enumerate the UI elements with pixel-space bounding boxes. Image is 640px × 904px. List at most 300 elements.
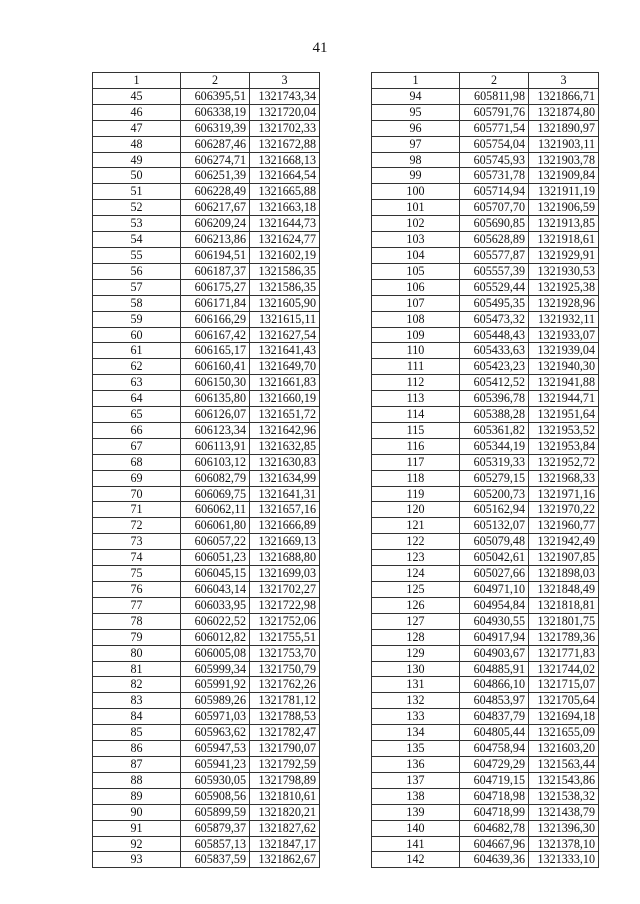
point-number-cell: 84 (93, 709, 181, 725)
y-coordinate-cell: 1321970,22 (529, 502, 599, 518)
y-coordinate-cell: 1321744,02 (529, 661, 599, 677)
y-coordinate-cell: 1321790,07 (250, 741, 320, 757)
x-coordinate-cell: 606187,37 (181, 263, 250, 279)
y-coordinate-cell: 1321951,64 (529, 407, 599, 423)
y-coordinate-cell: 1321688,80 (250, 550, 320, 566)
point-number-cell: 73 (93, 534, 181, 550)
y-coordinate-cell: 1321929,91 (529, 247, 599, 263)
point-number-cell: 46 (93, 104, 181, 120)
y-coordinate-cell: 1321702,27 (250, 582, 320, 598)
x-coordinate-cell: 606082,79 (181, 470, 250, 486)
x-coordinate-cell: 606103,12 (181, 454, 250, 470)
table-row (372, 502, 599, 518)
y-coordinate-cell: 1321810,61 (250, 788, 320, 804)
point-number-cell: 109 (372, 327, 460, 343)
table-row (372, 756, 599, 772)
y-coordinate-cell: 1321666,89 (250, 518, 320, 534)
point-number-cell: 49 (93, 152, 181, 168)
y-coordinate-cell: 1321627,54 (250, 327, 320, 343)
x-coordinate-cell: 605423,23 (460, 359, 529, 375)
y-coordinate-cell: 1321862,67 (250, 852, 320, 868)
point-number-cell: 47 (93, 120, 181, 136)
table-row (93, 454, 320, 470)
table-row (93, 788, 320, 804)
x-coordinate-cell: 604758,94 (460, 741, 529, 757)
x-coordinate-cell: 605971,03 (181, 709, 250, 725)
x-coordinate-cell: 605027,66 (460, 566, 529, 582)
table-row (372, 836, 599, 852)
point-number-cell: 90 (93, 804, 181, 820)
table-row (372, 709, 599, 725)
point-number-cell: 137 (372, 772, 460, 788)
table-row (93, 407, 320, 423)
table-row (93, 836, 320, 852)
table-row (93, 391, 320, 407)
x-coordinate-cell: 606274,71 (181, 152, 250, 168)
y-coordinate-cell: 1321538,32 (529, 788, 599, 804)
table-row (93, 518, 320, 534)
table-row (372, 136, 599, 152)
x-coordinate-cell: 606160,41 (181, 359, 250, 375)
x-coordinate-cell: 605999,34 (181, 661, 250, 677)
point-number-cell: 130 (372, 661, 460, 677)
table-row (93, 279, 320, 295)
x-coordinate-cell: 605791,76 (460, 104, 529, 120)
x-coordinate-cell: 606126,07 (181, 407, 250, 423)
point-number-cell: 78 (93, 613, 181, 629)
x-coordinate-cell: 606213,86 (181, 232, 250, 248)
table-row (93, 534, 320, 550)
y-coordinate-cell: 1321641,31 (250, 486, 320, 502)
table-row (93, 709, 320, 725)
x-coordinate-cell: 604917,94 (460, 629, 529, 645)
y-coordinate-cell: 1321930,53 (529, 263, 599, 279)
table-row (372, 104, 599, 120)
y-coordinate-cell: 1321939,04 (529, 343, 599, 359)
y-coordinate-cell: 1321918,61 (529, 232, 599, 248)
y-coordinate-cell: 1321789,36 (529, 629, 599, 645)
y-coordinate-cell: 1321953,52 (529, 422, 599, 438)
y-coordinate-cell: 1321642,96 (250, 422, 320, 438)
y-coordinate-cell: 1321702,33 (250, 120, 320, 136)
x-coordinate-cell: 605930,05 (181, 772, 250, 788)
x-coordinate-cell: 606171,84 (181, 295, 250, 311)
y-coordinate-cell: 1321820,21 (250, 804, 320, 820)
x-coordinate-cell: 606165,17 (181, 343, 250, 359)
x-coordinate-cell: 605042,61 (460, 550, 529, 566)
table-row (93, 120, 320, 136)
x-coordinate-cell: 605771,54 (460, 120, 529, 136)
table-header-row (93, 73, 320, 89)
point-number-cell: 45 (93, 88, 181, 104)
y-coordinate-cell: 1321644,73 (250, 216, 320, 232)
table-row (372, 422, 599, 438)
y-coordinate-cell: 1321898,03 (529, 566, 599, 582)
table-row (93, 168, 320, 184)
table-row (372, 184, 599, 200)
table-row (93, 104, 320, 120)
x-coordinate-cell: 605557,39 (460, 263, 529, 279)
point-number-cell: 125 (372, 582, 460, 598)
point-number-cell: 72 (93, 518, 181, 534)
point-number-cell: 88 (93, 772, 181, 788)
point-number-cell: 142 (372, 852, 460, 868)
y-coordinate-cell: 1321788,53 (250, 709, 320, 725)
table-row (372, 88, 599, 104)
x-coordinate-cell: 605079,48 (460, 534, 529, 550)
y-coordinate-cell: 1321971,16 (529, 486, 599, 502)
table-row (93, 184, 320, 200)
point-number-cell: 111 (372, 359, 460, 375)
x-coordinate-cell: 606069,75 (181, 486, 250, 502)
x-coordinate-cell: 604837,79 (460, 709, 529, 725)
table-row (372, 168, 599, 184)
x-coordinate-cell: 606045,15 (181, 566, 250, 582)
table-row (372, 295, 599, 311)
column-header-3: 3 (250, 73, 320, 89)
table-row (93, 756, 320, 772)
y-coordinate-cell: 1321771,83 (529, 645, 599, 661)
point-number-cell: 52 (93, 200, 181, 216)
point-number-cell: 67 (93, 438, 181, 454)
x-coordinate-cell: 604718,99 (460, 804, 529, 820)
y-coordinate-cell: 1321641,43 (250, 343, 320, 359)
x-coordinate-cell: 606338,19 (181, 104, 250, 120)
point-number-cell: 56 (93, 263, 181, 279)
table-row (372, 788, 599, 804)
point-number-cell: 92 (93, 836, 181, 852)
y-coordinate-cell: 1321944,71 (529, 391, 599, 407)
table-row (372, 741, 599, 757)
y-coordinate-cell: 1321903,78 (529, 152, 599, 168)
x-coordinate-cell: 605947,53 (181, 741, 250, 757)
table-row (93, 597, 320, 613)
x-coordinate-cell: 606051,23 (181, 550, 250, 566)
point-number-cell: 140 (372, 820, 460, 836)
table-row (93, 852, 320, 868)
point-number-cell: 117 (372, 454, 460, 470)
table-row (93, 422, 320, 438)
y-coordinate-cell: 1321847,17 (250, 836, 320, 852)
y-coordinate-cell: 1321911,19 (529, 184, 599, 200)
x-coordinate-cell: 605448,43 (460, 327, 529, 343)
point-number-cell: 86 (93, 741, 181, 757)
y-coordinate-cell: 1321848,49 (529, 582, 599, 598)
table-row (372, 486, 599, 502)
point-number-cell: 51 (93, 184, 181, 200)
x-coordinate-cell: 605200,73 (460, 486, 529, 502)
x-coordinate-cell: 604885,91 (460, 661, 529, 677)
table-row (372, 263, 599, 279)
x-coordinate-cell: 604667,96 (460, 836, 529, 852)
y-coordinate-cell: 1321699,03 (250, 566, 320, 582)
table-row (93, 661, 320, 677)
point-number-cell: 99 (372, 168, 460, 184)
point-number-cell: 77 (93, 597, 181, 613)
point-number-cell: 58 (93, 295, 181, 311)
x-coordinate-cell: 605991,92 (181, 677, 250, 693)
point-number-cell: 80 (93, 645, 181, 661)
point-number-cell: 75 (93, 566, 181, 582)
table-row (93, 263, 320, 279)
table-row (372, 629, 599, 645)
column-header-2: 2 (460, 73, 529, 89)
point-number-cell: 141 (372, 836, 460, 852)
x-coordinate-cell: 605908,56 (181, 788, 250, 804)
table-row (93, 247, 320, 263)
table-row (372, 311, 599, 327)
point-number-cell: 116 (372, 438, 460, 454)
x-coordinate-cell: 604805,44 (460, 725, 529, 741)
x-coordinate-cell: 606395,51 (181, 88, 250, 104)
point-number-cell: 63 (93, 375, 181, 391)
y-coordinate-cell: 1321543,86 (529, 772, 599, 788)
coordinates-table-left (92, 72, 320, 868)
y-coordinate-cell: 1321663,18 (250, 200, 320, 216)
table-row (372, 359, 599, 375)
y-coordinate-cell: 1321909,84 (529, 168, 599, 184)
x-coordinate-cell: 605344,19 (460, 438, 529, 454)
point-number-cell: 66 (93, 422, 181, 438)
table-row (93, 677, 320, 693)
table-row (372, 613, 599, 629)
point-number-cell: 103 (372, 232, 460, 248)
table-header-row (372, 73, 599, 89)
x-coordinate-cell: 605963,62 (181, 725, 250, 741)
x-coordinate-cell: 605388,28 (460, 407, 529, 423)
table-row (93, 232, 320, 248)
x-coordinate-cell: 605857,13 (181, 836, 250, 852)
y-coordinate-cell: 1321333,10 (529, 852, 599, 868)
point-number-cell: 87 (93, 756, 181, 772)
x-coordinate-cell: 605690,85 (460, 216, 529, 232)
point-number-cell: 122 (372, 534, 460, 550)
table-row (93, 693, 320, 709)
point-number-cell: 124 (372, 566, 460, 582)
point-number-cell: 95 (372, 104, 460, 120)
y-coordinate-cell: 1321781,12 (250, 693, 320, 709)
point-number-cell: 113 (372, 391, 460, 407)
point-number-cell: 128 (372, 629, 460, 645)
table-row (93, 486, 320, 502)
x-coordinate-cell: 605754,04 (460, 136, 529, 152)
y-coordinate-cell: 1321694,18 (529, 709, 599, 725)
point-number-cell: 131 (372, 677, 460, 693)
x-coordinate-cell: 606012,82 (181, 629, 250, 645)
y-coordinate-cell: 1321705,64 (529, 693, 599, 709)
y-coordinate-cell: 1321762,26 (250, 677, 320, 693)
table-row (372, 375, 599, 391)
point-number-cell: 105 (372, 263, 460, 279)
x-coordinate-cell: 605433,63 (460, 343, 529, 359)
x-coordinate-cell: 606043,14 (181, 582, 250, 598)
point-number-cell: 118 (372, 470, 460, 486)
table-row (372, 645, 599, 661)
table-row (372, 582, 599, 598)
x-coordinate-cell: 604866,10 (460, 677, 529, 693)
x-coordinate-cell: 605837,59 (181, 852, 250, 868)
point-number-cell: 97 (372, 136, 460, 152)
y-coordinate-cell: 1321586,35 (250, 279, 320, 295)
y-coordinate-cell: 1321913,85 (529, 216, 599, 232)
x-coordinate-cell: 604971,10 (460, 582, 529, 598)
point-number-cell: 82 (93, 677, 181, 693)
table-row (372, 597, 599, 613)
point-number-cell: 132 (372, 693, 460, 709)
x-coordinate-cell: 605899,59 (181, 804, 250, 820)
y-coordinate-cell: 1321968,33 (529, 470, 599, 486)
y-coordinate-cell: 1321655,09 (529, 725, 599, 741)
y-coordinate-cell: 1321722,98 (250, 597, 320, 613)
x-coordinate-cell: 605879,37 (181, 820, 250, 836)
y-coordinate-cell: 1321932,11 (529, 311, 599, 327)
table-row (93, 629, 320, 645)
y-coordinate-cell: 1321933,07 (529, 327, 599, 343)
y-coordinate-cell: 1321563,44 (529, 756, 599, 772)
x-coordinate-cell: 606167,42 (181, 327, 250, 343)
y-coordinate-cell: 1321669,13 (250, 534, 320, 550)
point-number-cell: 133 (372, 709, 460, 725)
x-coordinate-cell: 605162,94 (460, 502, 529, 518)
point-number-cell: 127 (372, 613, 460, 629)
y-coordinate-cell: 1321665,88 (250, 184, 320, 200)
x-coordinate-cell: 605132,07 (460, 518, 529, 534)
point-number-cell: 136 (372, 756, 460, 772)
x-coordinate-cell: 604930,55 (460, 613, 529, 629)
table-row (372, 693, 599, 709)
table-row (372, 152, 599, 168)
table-row (93, 295, 320, 311)
x-coordinate-cell: 604954,84 (460, 597, 529, 613)
y-coordinate-cell: 1321651,72 (250, 407, 320, 423)
y-coordinate-cell: 1321755,51 (250, 629, 320, 645)
x-coordinate-cell: 606057,22 (181, 534, 250, 550)
x-coordinate-cell: 605319,33 (460, 454, 529, 470)
y-coordinate-cell: 1321378,10 (529, 836, 599, 852)
table-row (372, 216, 599, 232)
y-coordinate-cell: 1321602,19 (250, 247, 320, 263)
table-row (93, 343, 320, 359)
x-coordinate-cell: 606217,67 (181, 200, 250, 216)
y-coordinate-cell: 1321657,16 (250, 502, 320, 518)
point-number-cell: 101 (372, 200, 460, 216)
x-coordinate-cell: 605941,23 (181, 756, 250, 772)
table-row (372, 470, 599, 486)
table-row (93, 327, 320, 343)
x-coordinate-cell: 604719,15 (460, 772, 529, 788)
point-number-cell: 139 (372, 804, 460, 820)
table-row (93, 502, 320, 518)
point-number-cell: 98 (372, 152, 460, 168)
x-coordinate-cell: 606175,27 (181, 279, 250, 295)
table-row (93, 645, 320, 661)
table-row (372, 661, 599, 677)
x-coordinate-cell: 606005,08 (181, 645, 250, 661)
table-row (93, 88, 320, 104)
table-row (93, 772, 320, 788)
y-coordinate-cell: 1321818,81 (529, 597, 599, 613)
y-coordinate-cell: 1321586,35 (250, 263, 320, 279)
table-row (93, 311, 320, 327)
table-row (93, 550, 320, 566)
point-number-cell: 85 (93, 725, 181, 741)
x-coordinate-cell: 606135,80 (181, 391, 250, 407)
table-row (93, 725, 320, 741)
table-row (93, 613, 320, 629)
point-number-cell: 57 (93, 279, 181, 295)
point-number-cell: 112 (372, 375, 460, 391)
x-coordinate-cell: 606287,46 (181, 136, 250, 152)
y-coordinate-cell: 1321649,70 (250, 359, 320, 375)
table-row (93, 216, 320, 232)
x-coordinate-cell: 605473,32 (460, 311, 529, 327)
point-number-cell: 54 (93, 232, 181, 248)
y-coordinate-cell: 1321890,97 (529, 120, 599, 136)
y-coordinate-cell: 1321438,79 (529, 804, 599, 820)
x-coordinate-cell: 605989,26 (181, 693, 250, 709)
x-coordinate-cell: 605707,70 (460, 200, 529, 216)
table-row (93, 438, 320, 454)
point-number-cell: 135 (372, 741, 460, 757)
table-row (372, 772, 599, 788)
point-number-cell: 119 (372, 486, 460, 502)
point-number-cell: 129 (372, 645, 460, 661)
x-coordinate-cell: 604853,97 (460, 693, 529, 709)
x-coordinate-cell: 606166,29 (181, 311, 250, 327)
y-coordinate-cell: 1321605,90 (250, 295, 320, 311)
y-coordinate-cell: 1321953,84 (529, 438, 599, 454)
y-coordinate-cell: 1321630,83 (250, 454, 320, 470)
y-coordinate-cell: 1321866,71 (529, 88, 599, 104)
y-coordinate-cell: 1321396,30 (529, 820, 599, 836)
y-coordinate-cell: 1321668,13 (250, 152, 320, 168)
x-coordinate-cell: 604682,78 (460, 820, 529, 836)
x-coordinate-cell: 604903,67 (460, 645, 529, 661)
table-body (93, 88, 320, 867)
point-number-cell: 74 (93, 550, 181, 566)
table-row (93, 375, 320, 391)
x-coordinate-cell: 605745,93 (460, 152, 529, 168)
x-coordinate-cell: 606150,30 (181, 375, 250, 391)
table-row (372, 677, 599, 693)
point-number-cell: 81 (93, 661, 181, 677)
point-number-cell: 104 (372, 247, 460, 263)
y-coordinate-cell: 1321906,59 (529, 200, 599, 216)
point-number-cell: 121 (372, 518, 460, 534)
point-number-cell: 59 (93, 311, 181, 327)
x-coordinate-cell: 604729,29 (460, 756, 529, 772)
table-row (93, 582, 320, 598)
point-number-cell: 138 (372, 788, 460, 804)
x-coordinate-cell: 605495,35 (460, 295, 529, 311)
table-row (372, 804, 599, 820)
table-row (93, 820, 320, 836)
table-row (93, 804, 320, 820)
x-coordinate-cell: 606228,49 (181, 184, 250, 200)
x-coordinate-cell: 606022,52 (181, 613, 250, 629)
point-number-cell: 102 (372, 216, 460, 232)
table-row (93, 470, 320, 486)
point-number-cell: 134 (372, 725, 460, 741)
x-coordinate-cell: 606251,39 (181, 168, 250, 184)
y-coordinate-cell: 1321634,99 (250, 470, 320, 486)
y-coordinate-cell: 1321827,62 (250, 820, 320, 836)
x-coordinate-cell: 605361,82 (460, 422, 529, 438)
y-coordinate-cell: 1321903,11 (529, 136, 599, 152)
table-row (372, 566, 599, 582)
point-number-cell: 114 (372, 407, 460, 423)
point-number-cell: 83 (93, 693, 181, 709)
